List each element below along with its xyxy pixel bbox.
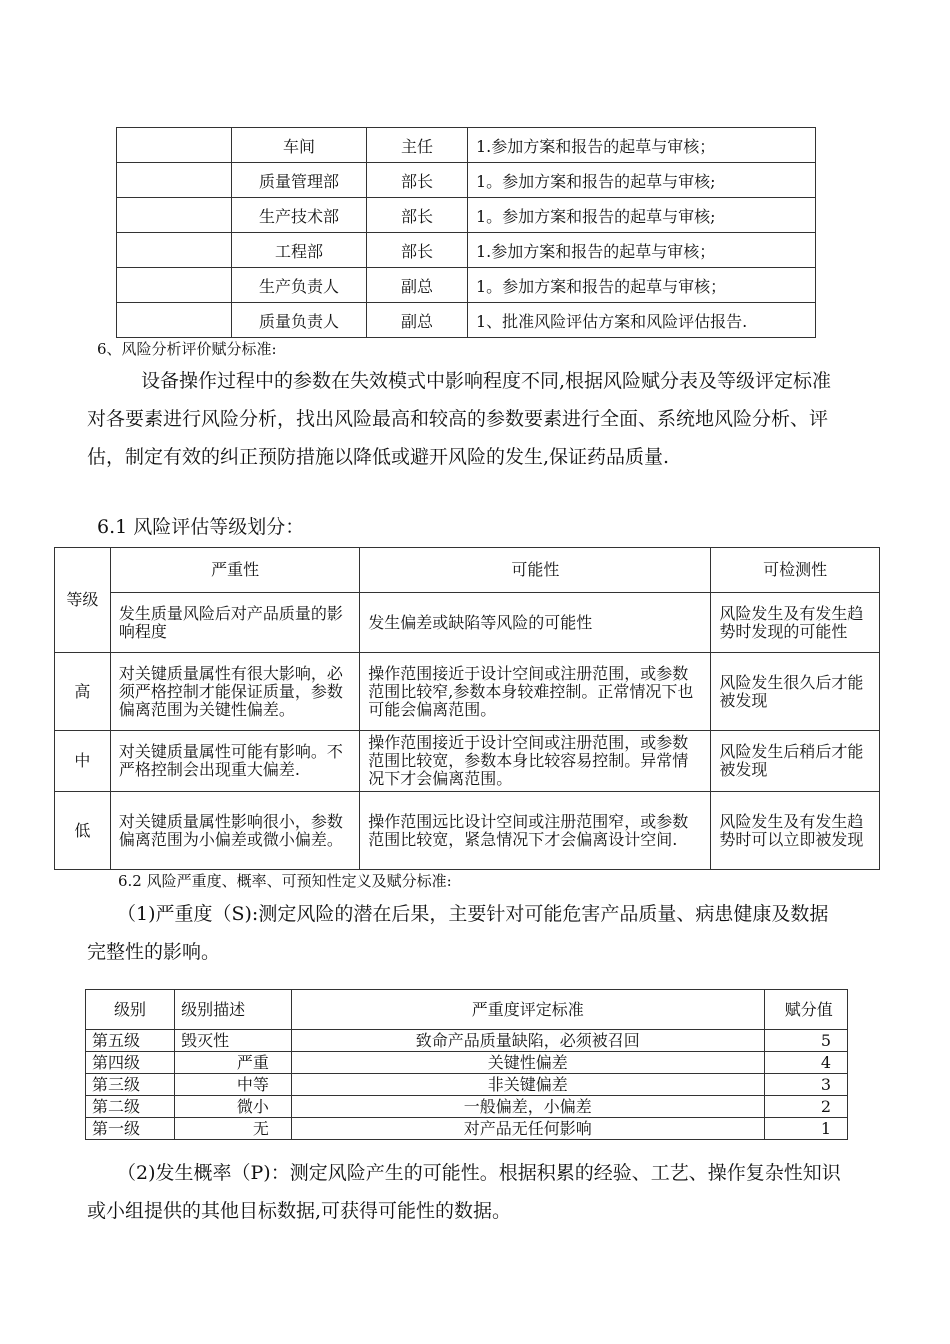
role-cell: 部长 — [367, 163, 468, 198]
probability-header: 可能性 — [360, 548, 711, 593]
probability-cell: 操作范围接近于设计空间或注册范围，或参数范围比较宽，参数本身比较容易控制。异常情况下才会偏离范围。 — [360, 731, 711, 792]
severity-desc: 发生质量风险后对产品质量的影响程度 — [110, 593, 359, 653]
level-cell: 第三级 — [86, 1074, 175, 1096]
role-cell: 部长 — [367, 198, 468, 233]
duty-cell: 1.参加方案和报告的起草与审核； — [468, 233, 816, 268]
level-cell: 第四级 — [86, 1052, 175, 1074]
table-row — [55, 593, 880, 653]
role-cell: 主任 — [367, 128, 468, 163]
duty-cell: 1。参加方案和报告的起草与审核; — [468, 198, 816, 233]
score-cell: 5 — [764, 1030, 847, 1052]
severity-table — [85, 989, 848, 1140]
detectability-desc: 风险发生及有发生趋势时发现的可能性 — [711, 593, 880, 653]
level-header: 级别 — [86, 990, 175, 1030]
level-cell: 第五级 — [86, 1030, 175, 1052]
role-cell: 副总 — [367, 303, 468, 338]
dept-cell: 工程部 — [232, 233, 367, 268]
section61-heading: 6.1 风险评估等级划分： — [97, 516, 305, 538]
dept-cell: 车间 — [232, 128, 367, 163]
level-cell: 第一级 — [86, 1118, 175, 1140]
dept-cell: 生产负责人 — [232, 268, 367, 303]
table-row — [55, 792, 880, 870]
detectability-cell: 风险发生后稍后才能被发现 — [711, 731, 880, 792]
duty-cell: 1。参加方案和报告的起草与审核； — [468, 268, 816, 303]
table-row — [55, 731, 880, 792]
risk-level-table — [54, 547, 880, 870]
section62-heading: 6.2 风险严重度、概率、可预知性定义及赋分标准: — [118, 872, 452, 890]
desc-cell: 严重 — [175, 1052, 292, 1074]
duty-cell: 1、批准风险评估方案和风险评估报告. — [468, 303, 816, 338]
probability-desc: 发生偏差或缺陷等风险的可能性 — [360, 593, 711, 653]
probability-cell: 操作范围远比设计空间或注册范围窄，或参数范围比较宽，紧急情况下才会偏离设计空间. — [360, 792, 711, 870]
desc-cell: 毁灭性 — [175, 1030, 292, 1052]
responsibility-table — [116, 127, 816, 338]
criteria-cell: 对产品无任何影响 — [291, 1118, 764, 1140]
desc-header: 级别描述 — [175, 990, 292, 1030]
table-row — [117, 268, 816, 303]
table-row — [117, 303, 816, 338]
detectability-cell: 风险发生很久后才能被发现 — [711, 653, 880, 731]
table-row — [86, 1096, 848, 1118]
level-cell: 低 — [55, 792, 111, 870]
table-row — [117, 128, 816, 163]
table-row — [86, 1052, 848, 1074]
probability-paragraph: （2)发生概率（P)：测定风险产生的可能性。根据积累的经验、工艺、操作复杂性知识或小组提供的其他目标数据,可获得可能性的数据。 — [87, 1162, 841, 1222]
level-cell: 第二级 — [86, 1096, 175, 1118]
level-cell: 中 — [55, 731, 111, 792]
desc-cell: 无 — [175, 1118, 292, 1140]
score-cell: 3 — [764, 1074, 847, 1096]
table-row — [86, 1074, 848, 1096]
table-header-row — [86, 990, 848, 1030]
section6-heading: 6、风险分析评价赋分标准: — [97, 340, 277, 358]
score-header: 赋分值 — [764, 990, 847, 1030]
table-row — [55, 653, 880, 731]
probability-cell: 操作范围接近于设计空间或注册范围，或参数范围比较窄,参数本身较难控制。正常情况下也可能会偏离范围。 — [360, 653, 711, 731]
table-row — [86, 1118, 848, 1140]
severity-cell: 对关键质量属性有很大影响，必须严格控制才能保证质量，参数偏离范围为关键性偏差。 — [110, 653, 359, 731]
level-cell: 高 — [55, 653, 111, 731]
table-header-row — [55, 548, 880, 593]
criteria-header: 严重度评定标准 — [291, 990, 764, 1030]
section6-paragraph: 设备操作过程中的参数在失效模式中影响程度不同,根据风险赋分表及等级评定标准对各要素进行风险分析，找出风险最高和较高的参数要素进行全面、系统地风险分析、评估，制定有效的纠正预防措施以降低或避开风险的发生,保证药品质量. — [87, 370, 832, 468]
table-row — [117, 198, 816, 233]
criteria-cell: 关键性偏差 — [291, 1052, 764, 1074]
severity-paragraph: （1)严重度（S):测定风险的潜在后果，主要针对可能危害产品质量、病患健康及数据完整性的影响。 — [87, 903, 829, 963]
score-cell: 1 — [764, 1118, 847, 1140]
criteria-cell: 致命产品质量缺陷，必须被召回 — [291, 1030, 764, 1052]
detectability-cell: 风险发生及有发生趋势时可以立即被发现 — [711, 792, 880, 870]
severity-cell: 对关键质量属性影响很小，参数偏离范围为小偏差或微小偏差。 — [110, 792, 359, 870]
table-row — [117, 233, 816, 268]
score-cell: 2 — [764, 1096, 847, 1118]
duty-cell: 1.参加方案和报告的起草与审核； — [468, 128, 816, 163]
criteria-cell: 一般偏差，小偏差 — [291, 1096, 764, 1118]
detectability-header: 可检测性 — [711, 548, 880, 593]
dept-cell: 质量管理部 — [232, 163, 367, 198]
table-row — [117, 163, 816, 198]
dept-cell: 生产技术部 — [232, 198, 367, 233]
severity-cell: 对关键质量属性可能有影响。不严格控制会出现重大偏差. — [110, 731, 359, 792]
criteria-cell: 非关键偏差 — [291, 1074, 764, 1096]
role-cell: 副总 — [367, 268, 468, 303]
score-cell: 4 — [764, 1052, 847, 1074]
dept-cell: 质量负责人 — [232, 303, 367, 338]
table-row — [86, 1030, 848, 1052]
role-cell: 部长 — [367, 233, 468, 268]
level-header: 等级 — [55, 548, 111, 653]
desc-cell: 中等 — [175, 1074, 292, 1096]
duty-cell: 1。参加方案和报告的起草与审核; — [468, 163, 816, 198]
desc-cell: 微小 — [175, 1096, 292, 1118]
severity-header: 严重性 — [110, 548, 359, 593]
